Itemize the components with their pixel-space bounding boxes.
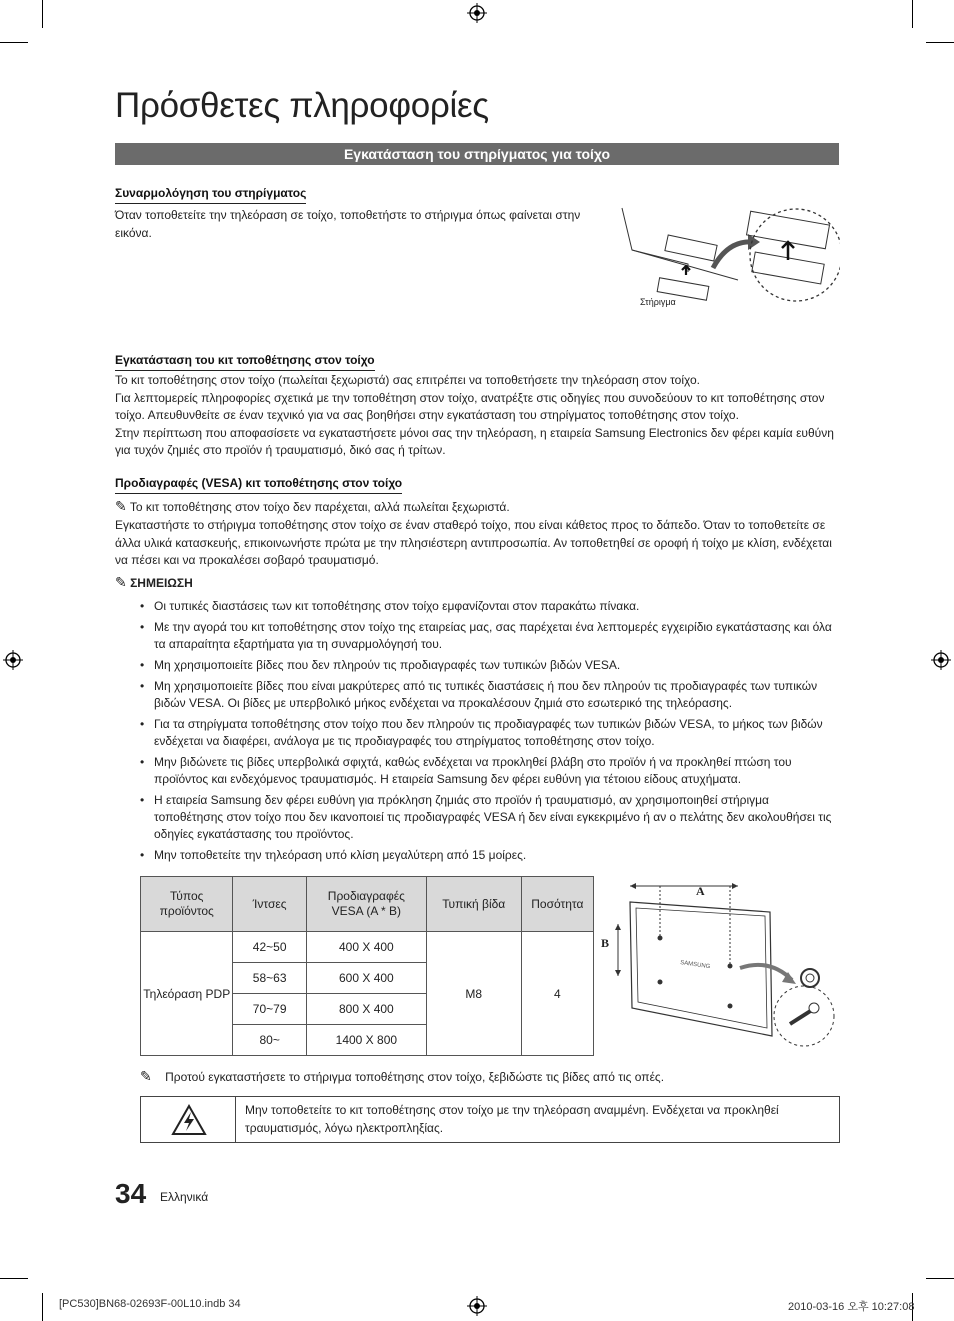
figure-label-b: B (601, 936, 610, 950)
table-cell: 800 X 400 (306, 994, 426, 1025)
wall-kit-paragraph-2: Για λεπτομερείς πληροφορίες σχετικά με την τοποθέτηση στον τοίχο, ανατρέξτε στις οδηγίες που συνοδεύουν το κιτ τοποθέτησης στον τοίχο. Απευθυνθείτε σε έναν τεχνικό για να σας βοηθήσει στην εγκατάσταση του στηρίγματος τοποθέτησης στον τοίχο. (115, 390, 825, 422)
vesa-note-1: Το κιτ τοποθέτησης στον τοίχο δεν παρέχεται, αλλά πωλείται ξεχωριστά. (129, 500, 510, 514)
table-cell: 58~63 (233, 963, 307, 994)
table-cell: 70~79 (233, 994, 307, 1025)
note-pencil-icon: ✎ (115, 574, 127, 590)
wall-kit-paragraph-1: Το κιτ τοποθέτησης στον τοίχο (πωλείται ξεχωριστά) σας επιτρέπει να τοποθετήσετε την τηλεόραση στον τοίχο. (115, 373, 700, 387)
registration-mark-icon (467, 3, 487, 23)
table-cell: 1400 X 800 (306, 1025, 426, 1056)
figure-brand: SAMSUNG (679, 960, 711, 971)
warning-icon (171, 1104, 207, 1136)
warning-box (140, 1096, 840, 1143)
notes-list (140, 598, 840, 868)
table-header: Τύπος προϊόντος (141, 877, 233, 932)
crop-mark (42, 0, 43, 28)
registration-mark-icon (3, 650, 23, 670)
list-item: • Μη χρησιμοποιείτε βίδες που είναι μακρύτερες από τις τυπικές διαστάσεις ή που δεν πληρούν τις προδιαγραφές των τυπικών βιδών VESA. Οι βίδες με υπερβολικό μήκος ενδέχεται να προκαλέσουν ζημιά στο εσωτερικό της τηλεόρασης. (140, 678, 840, 712)
crop-mark (912, 0, 913, 28)
wall-kit-paragraph-3: Στην περίπτωση που αποφασίσετε να εγκαταστήσετε μόνοι σας την τηλεόραση, η εταιρεία Samsung Electronics δεν φέρει καμία ευθύνη για τυχόν ζημιές στο προϊόν ή τραυματισμό, δικό σας ή τρίτων. (115, 425, 834, 457)
table-cell-screw: M8 (426, 932, 521, 1056)
table-header: Προδιαγραφές VESA (A * B) (306, 877, 426, 932)
table-cell: 80~ (233, 1025, 307, 1056)
vesa-figure (600, 876, 840, 1048)
note-2: Προτού εγκαταστήσετε το στήριγμα τοποθέτησης στον τοίχο, ξεβιδώστε τις βίδες από τις οπές. (165, 1070, 665, 1084)
vesa-spec-table (140, 876, 594, 1056)
crop-mark (42, 1293, 43, 1321)
footer-date: 2010-03-16 오후 10:27:08 (788, 1301, 915, 1313)
table-header: Ποσότητα (521, 877, 593, 932)
crop-mark (926, 1278, 954, 1279)
note-label: ΣΗΜΕΙΩΣΗ (130, 576, 193, 590)
vesa-paragraph: Εγκαταστήστε το στήριγμα τοποθέτησης στον τοίχο σε έναν σταθερό τοίχο, που είναι κάθετος προς το δάπεδο. Όταν το τοποθετείτε σε άλλα υλικά κατασκευής, επικοινωνήστε πρώτα με την πλησιέστερη αντιπροσωπία. Αν τοποθετηθεί σε οροφή ή τοίχο με κλίση, ενδέχεται να πέσει και να προκαλέσει σοβαρό τραυματισμό. (115, 518, 832, 567)
table-cell: 400 X 400 (306, 932, 426, 963)
table-row (141, 932, 594, 963)
table-cell-quantity: 4 (521, 932, 593, 1056)
list-item: • Μην βιδώνετε τις βίδες υπερβολικά σφιχτά, καθώς ενδέχεται να προκληθεί βλάβη στο προϊόν ή να προκληθεί πτώση του προϊόντος και ενδεχόμενος τραυματισμός. Η εταιρεία Samsung δεν φέρει ευθύνη για τέτοιου είδους ατυχήματα. (140, 754, 840, 788)
list-item: • Μη χρησιμοποιείτε βίδες που δεν πληρούν τις προδιαγραφές των τυπικών βιδών VESA. (140, 657, 840, 674)
figure-label-a: A (696, 884, 705, 898)
list-item: • Οι τυπικές διαστάσεις των κιτ τοποθέτησης στον τοίχο εμφανίζονται στον παρακάτω πίνακα. (140, 598, 840, 615)
list-item: • Η εταιρεία Samsung δεν φέρει ευθύνη για πρόκληση ζημιάς στο προϊόν ή τραυματισμό, αν χρησιμοποιηθεί στήριγμα τοποθέτησης στον τοίχο που δεν ικανοποιεί τις προδιαγραφές VESA ή δεν είναι εγκεκριμένο ή αν ο πελάτης δεν ακολουθήσει τις οδηγίες εγκατάστασης του προϊόντος. (140, 792, 840, 843)
list-item: • Μην τοποθετείτε την τηλεόραση υπό κλίση μεγαλύτερη από 15 μοίρες. (140, 847, 840, 864)
registration-mark-icon (931, 650, 951, 670)
table-header-row (141, 877, 594, 932)
table-cell-product: Τηλεόραση PDP (141, 932, 233, 1056)
list-item: • Για τα στηρίγματα τοποθέτησης στον τοίχο που δεν πληρούν τις προδιαγραφές των τυπικών βιδών VESA, το μήκος των βιδών ενδέχεται να διαφέρει, ανάλογα με τις προδιαγραφές του στηρίγματος τοποθέτησης στον τοίχο. (140, 716, 840, 750)
bracket-figure-label: Στήριγμα (640, 297, 676, 307)
assembly-heading: Συναρμολόγηση του στηρίγματος (115, 186, 306, 204)
crop-mark (926, 42, 954, 43)
note-pencil-icon: ✎ (115, 498, 127, 514)
list-item: • Με την αγορά του κιτ τοποθέτησης στον τοίχο της εταιρείας μας, σας παρέχεται ένα λεπτομερές εγχειρίδιο εγκατάστασης και όλα τα απαραίτητα εξαρτήματα για τη συναρμολόγησή του. (140, 619, 840, 653)
page-number: 34 (115, 1178, 147, 1209)
footer-file: [PC530]BN68-02693F-00L10.indb 34 (59, 1298, 241, 1310)
warning-text: Μην τοποθετείτε το κιτ τοποθέτησης στον τοίχο με την τηλεόραση αναμμένη. Ενδέχεται να προκληθεί τραυματισμός, λόγω ηλεκτροπληξίας. (245, 1103, 779, 1135)
section-bar: Εγκατάσταση του στηρίγματος για τοίχο (115, 143, 839, 165)
table-header: Ίντσες (233, 877, 307, 932)
vesa-heading: Προδιαγραφές (VESA) κιτ τοποθέτησης στον τοίχο (115, 476, 402, 494)
note-pencil-icon: ✎ (140, 1068, 152, 1084)
divider (235, 1097, 236, 1142)
registration-mark-icon (467, 1296, 487, 1316)
assembly-text: Όταν τοποθετείτε την τηλεόραση σε τοίχο, τοποθετήστε το στήριγμα όπως φαίνεται στην εικόνα. (115, 208, 581, 240)
crop-mark (0, 42, 28, 43)
crop-mark (0, 1278, 28, 1279)
wall-kit-heading: Εγκατάσταση του κιτ τοποθέτησης στον τοίχο (115, 353, 375, 371)
page-language: Ελληνικά (160, 1190, 209, 1204)
table-header: Τυπική βίδα (426, 877, 521, 932)
table-cell: 42~50 (233, 932, 307, 963)
page-title: Πρόσθετες πληροφορίες (115, 86, 489, 125)
table-cell: 600 X 400 (306, 963, 426, 994)
